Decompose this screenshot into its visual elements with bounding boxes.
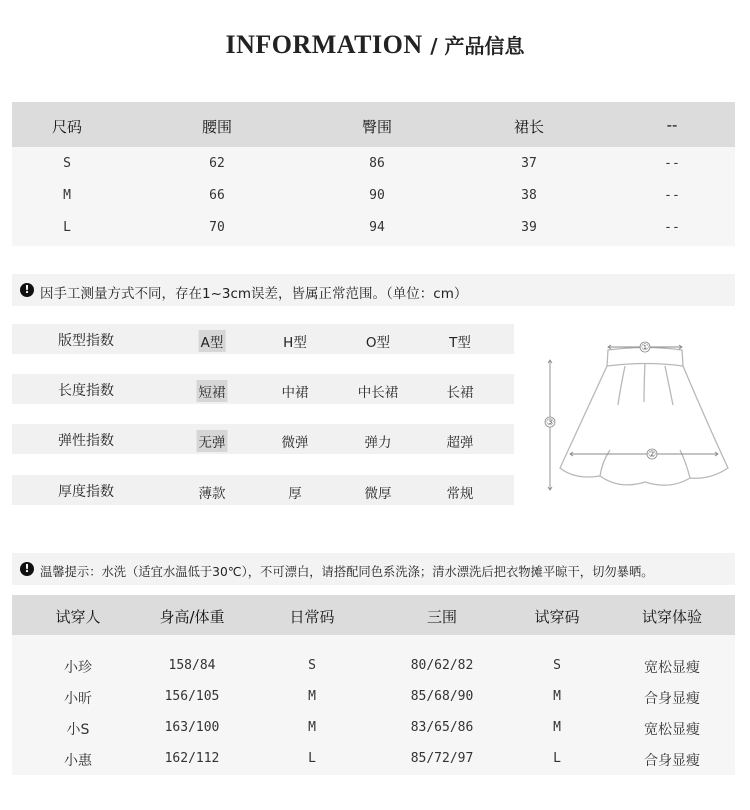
care-note-text: 温馨提示：水洗（适宜水温低于30℃），不可漂白，请搭配同色系洗涤；清水漂洗后把衣物摊平晾干，切勿暴晒。: [40, 565, 654, 579]
index-option: 中裙: [281, 385, 309, 401]
cell-height-weight: 162/112: [164, 751, 220, 766]
index-option: 薄款: [198, 486, 226, 502]
cell-tester: 小惠: [64, 753, 92, 769]
cell-measurements: 85/68/90: [410, 689, 474, 704]
index-option: 超弹: [446, 435, 474, 451]
index-option: 微厚: [364, 486, 392, 502]
cell-measurements: 80/62/82: [410, 658, 474, 673]
cell-tester: 小S: [66, 722, 90, 738]
cell-waist: 66: [209, 188, 225, 203]
try-on-table: [12, 595, 735, 775]
cell-measurements: 83/65/86: [410, 720, 474, 735]
title-zh: / 产品信息: [430, 34, 525, 58]
cell-usual-size: L: [308, 751, 316, 766]
marker-2: ②: [647, 450, 657, 460]
cell-tried-size: S: [553, 658, 561, 673]
size-table-header: [12, 102, 735, 147]
table-row: [12, 682, 735, 713]
cell-size: L: [63, 220, 71, 235]
index-label: 弹性指数: [58, 433, 114, 449]
table-row: [12, 149, 735, 181]
cell-measurements: 85/72/97: [410, 751, 474, 766]
cell-experience: 合身显瘦: [644, 753, 700, 769]
index-option: 中长裙: [357, 385, 399, 401]
cell-length: 37: [521, 156, 537, 171]
table-row: [12, 744, 735, 775]
index-option: 常规: [446, 486, 474, 502]
header-height-weight: 身高/体重: [159, 608, 225, 626]
cell-usual-size: S: [308, 658, 316, 673]
cell-waist: 62: [209, 156, 225, 171]
table-row: [12, 181, 735, 213]
cell-height-weight: 163/100: [164, 720, 220, 735]
index-option: O型: [365, 335, 391, 351]
index-option-selected: A型: [199, 330, 226, 352]
header-waist: 腰围: [201, 118, 233, 136]
header-length: 裙长: [513, 118, 545, 136]
cell-usual-size: M: [308, 720, 316, 735]
thickness-index: [12, 475, 514, 505]
index-label: 版型指数: [58, 333, 114, 349]
cell-hip: 86: [369, 156, 385, 171]
cell-hip: 90: [369, 188, 385, 203]
index-option-selected: 短裙: [197, 380, 228, 402]
index-option: 微弹: [281, 435, 309, 451]
header-measurements: 三围: [426, 608, 458, 626]
warning-icon: !: [20, 283, 34, 297]
header-size: 尺码: [51, 118, 83, 136]
table-row: [12, 213, 735, 245]
elasticity-index: [12, 424, 514, 454]
measurement-note: [12, 274, 735, 306]
cell-tried-size: M: [553, 720, 561, 735]
fit-index: [12, 324, 514, 354]
size-table: [12, 102, 735, 246]
index-option: 弹力: [364, 435, 392, 451]
marker-3: ③: [545, 418, 555, 428]
index-option: 厚: [288, 486, 302, 502]
cell-usual-size: M: [308, 689, 316, 704]
marker-1: ①: [640, 343, 650, 353]
index-option: 长裙: [446, 385, 474, 401]
cell-length: 39: [521, 220, 537, 235]
index-label: 长度指数: [58, 383, 114, 399]
try-on-table-header: [12, 595, 735, 635]
header-experience: 试穿体验: [641, 608, 703, 626]
header-tester: 试穿人: [55, 608, 101, 626]
page-title: [0, 30, 750, 60]
length-index: [12, 374, 514, 404]
cell-extra: --: [664, 156, 680, 171]
cell-hip: 94: [369, 220, 385, 235]
header-usual-size: 日常码: [289, 608, 335, 626]
title-en: INFORMATION: [225, 30, 423, 59]
cell-height-weight: 158/84: [168, 658, 216, 673]
cell-size: S: [63, 156, 71, 171]
header-hip: 臀围: [361, 118, 393, 136]
index-option: H型: [283, 335, 307, 351]
cell-tried-size: L: [553, 751, 561, 766]
header-tried-size: 试穿码: [534, 608, 580, 626]
cell-waist: 70: [209, 220, 225, 235]
header-extra: --: [666, 116, 678, 134]
index-option-selected: 无弹: [197, 430, 228, 452]
table-row: [12, 651, 735, 682]
cell-height-weight: 156/105: [164, 689, 220, 704]
cell-tried-size: M: [553, 689, 561, 704]
cell-length: 38: [521, 188, 537, 203]
cell-extra: --: [664, 220, 680, 235]
warning-icon: !: [20, 562, 34, 576]
table-row: [12, 713, 735, 744]
index-label: 厚度指数: [58, 484, 114, 500]
cell-experience: 宽松显瘦: [644, 722, 700, 738]
cell-size: M: [63, 188, 71, 203]
cell-tester: 小珍: [64, 660, 92, 676]
cell-experience: 宽松显瘦: [644, 660, 700, 676]
index-option: T型: [449, 335, 471, 351]
measurement-note-text: 因手工测量方式不同，存在1~3cm误差，皆属正常范围。（单位：cm）: [40, 286, 468, 302]
skirt-diagram: [540, 330, 740, 500]
care-note: [12, 553, 735, 585]
cell-tester: 小昕: [64, 691, 92, 707]
cell-extra: --: [664, 188, 680, 203]
cell-experience: 合身显瘦: [644, 691, 700, 707]
